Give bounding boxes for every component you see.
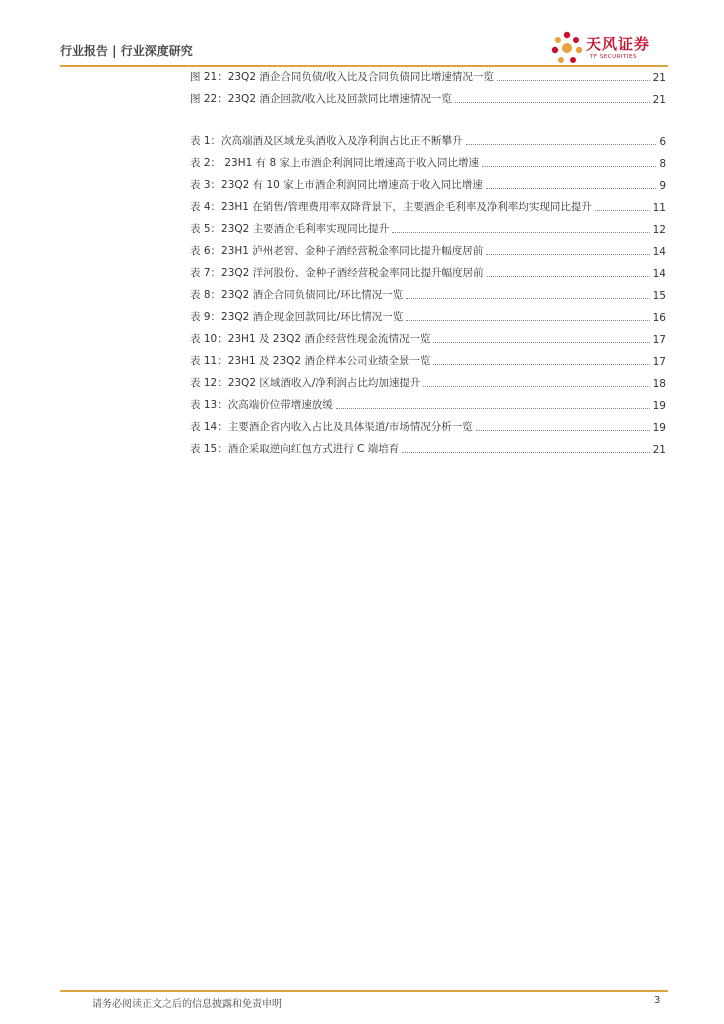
header-divider (60, 65, 668, 67)
toc-entry[interactable] (190, 264, 666, 280)
toc-entry-label: 表 10：23H1 及 23Q2 酒企经营性现金流情况一览 (190, 333, 431, 345)
toc-entry-label: 表 5：23Q2 主要酒企毛利率实现同比提升 (190, 223, 390, 235)
toc-entry-label: 表 6：23H1 泸州老窖、金种子酒经营税金率同比提升幅度居前 (190, 245, 484, 257)
toc-entry[interactable] (190, 352, 666, 368)
toc-entry-label: 表 4：23H1 在销售/管理费用率双降背景下，主要酒企毛利率及净利率均实现同比提升 (190, 201, 592, 213)
toc-entry-label: 表 7：23Q2 洋河股份、金种子酒经营税金率同比提升幅度居前 (190, 267, 484, 279)
toc-entry-page: 12 (652, 224, 666, 236)
footer-disclaimer: 请务必阅读正文之后的信息披露和免责申明 (92, 999, 282, 1010)
toc-entry[interactable] (190, 330, 666, 346)
toc-entry-page: 8 (659, 158, 666, 170)
toc-entry-label: 表 3：23Q2 有 10 家上市酒企利润同比增速高于收入同比增速 (190, 179, 483, 191)
toc-entry-label: 图 22：23Q2 酒企回款/收入比及回款同比增速情况一览 (190, 93, 452, 105)
toc-entry-label: 表 1：次高端酒及区域龙头酒收入及净利润占比正不断攀升 (190, 135, 463, 147)
leader-dots (392, 231, 649, 233)
toc-entry-page: 21 (652, 94, 666, 106)
toc-entry-label: 表 15：酒企采取逆向红包方式进行 C 端培育 (190, 443, 400, 455)
toc-entry-page: 14 (652, 246, 666, 258)
toc-entry-label: 表 14：主要酒企省内收入占比及具体渠道/市场情况分析一览 (190, 421, 473, 433)
toc-entry-label: 表 8：23Q2 酒企合同负债同比/环比情况一览 (190, 289, 404, 301)
toc-entry-page: 19 (652, 400, 666, 412)
toc-entry-label: 表 11：23H1 及 23Q2 酒企样本公司业绩全景一览 (190, 355, 431, 367)
tf-logo-icon (550, 30, 584, 66)
toc-entry-page: 9 (659, 180, 666, 192)
leader-dots (455, 101, 650, 103)
toc-entry[interactable] (190, 286, 666, 302)
toc-entry-page: 11 (652, 202, 666, 214)
toc-entry[interactable] (190, 68, 666, 84)
leader-dots (402, 451, 649, 453)
leader-dots (433, 363, 649, 365)
toc-entry-label: 表 9：23Q2 酒企现金回款同比/环比情况一览 (190, 311, 404, 323)
toc-entry[interactable] (190, 396, 666, 412)
toc-entry[interactable] (190, 198, 666, 214)
leader-dots (497, 79, 650, 81)
leader-dots (336, 407, 650, 409)
leader-dots (423, 385, 649, 387)
toc-entry-page: 18 (652, 378, 666, 390)
toc-entry[interactable] (190, 176, 666, 192)
leader-dots (482, 165, 656, 167)
toc-entry[interactable] (190, 308, 666, 324)
toc-entry-label: 表 2： 23H1 有 8 家上市酒企利润同比增速高于收入同比增速 (190, 157, 479, 169)
leader-dots (466, 143, 657, 145)
toc-entry-page: 21 (652, 72, 666, 84)
toc-entry[interactable] (190, 132, 666, 148)
toc-entry[interactable] (190, 220, 666, 236)
toc-entry[interactable] (190, 90, 666, 106)
page-header (60, 30, 670, 66)
logo-subtext: TF SECURITIES (590, 54, 637, 60)
leader-dots (406, 319, 649, 321)
page-number: 3 (654, 995, 661, 1006)
toc-entry[interactable] (190, 418, 666, 434)
toc-entry[interactable] (190, 440, 666, 456)
leader-dots (595, 209, 650, 211)
logo-text: 天风证券 (586, 35, 651, 53)
toc-entry-page: 6 (659, 136, 666, 148)
toc-entry-page: 19 (652, 422, 666, 434)
toc-entry-label: 图 21：23Q2 酒企合同负债/收入比及合同负债同比增速情况一览 (190, 71, 494, 83)
toc-entry-label: 表 12：23Q2 区域酒收入/净利润占比均加速提升 (190, 377, 421, 389)
toc-entry-label: 表 13：次高端价位带增速放缓 (190, 399, 333, 411)
leader-dots (487, 275, 650, 277)
toc-entry[interactable] (190, 242, 666, 258)
toc-entry-page: 16 (652, 312, 666, 324)
leader-dots (476, 429, 650, 431)
toc-entry[interactable] (190, 374, 666, 390)
logo (550, 30, 670, 66)
toc-entry[interactable] (190, 154, 666, 170)
leader-dots (486, 253, 649, 255)
toc-entry-page: 17 (652, 334, 666, 346)
toc-entry-page: 21 (652, 444, 666, 456)
toc-entry-page: 14 (652, 268, 666, 280)
leader-dots (486, 187, 657, 189)
breadcrumb: 行业报告 | 行业深度研究 (60, 44, 193, 58)
leader-dots (433, 341, 649, 343)
footer-divider (60, 990, 668, 992)
leader-dots (406, 297, 649, 299)
toc-entry-page: 17 (652, 356, 666, 368)
toc-entry-page: 15 (652, 290, 666, 302)
